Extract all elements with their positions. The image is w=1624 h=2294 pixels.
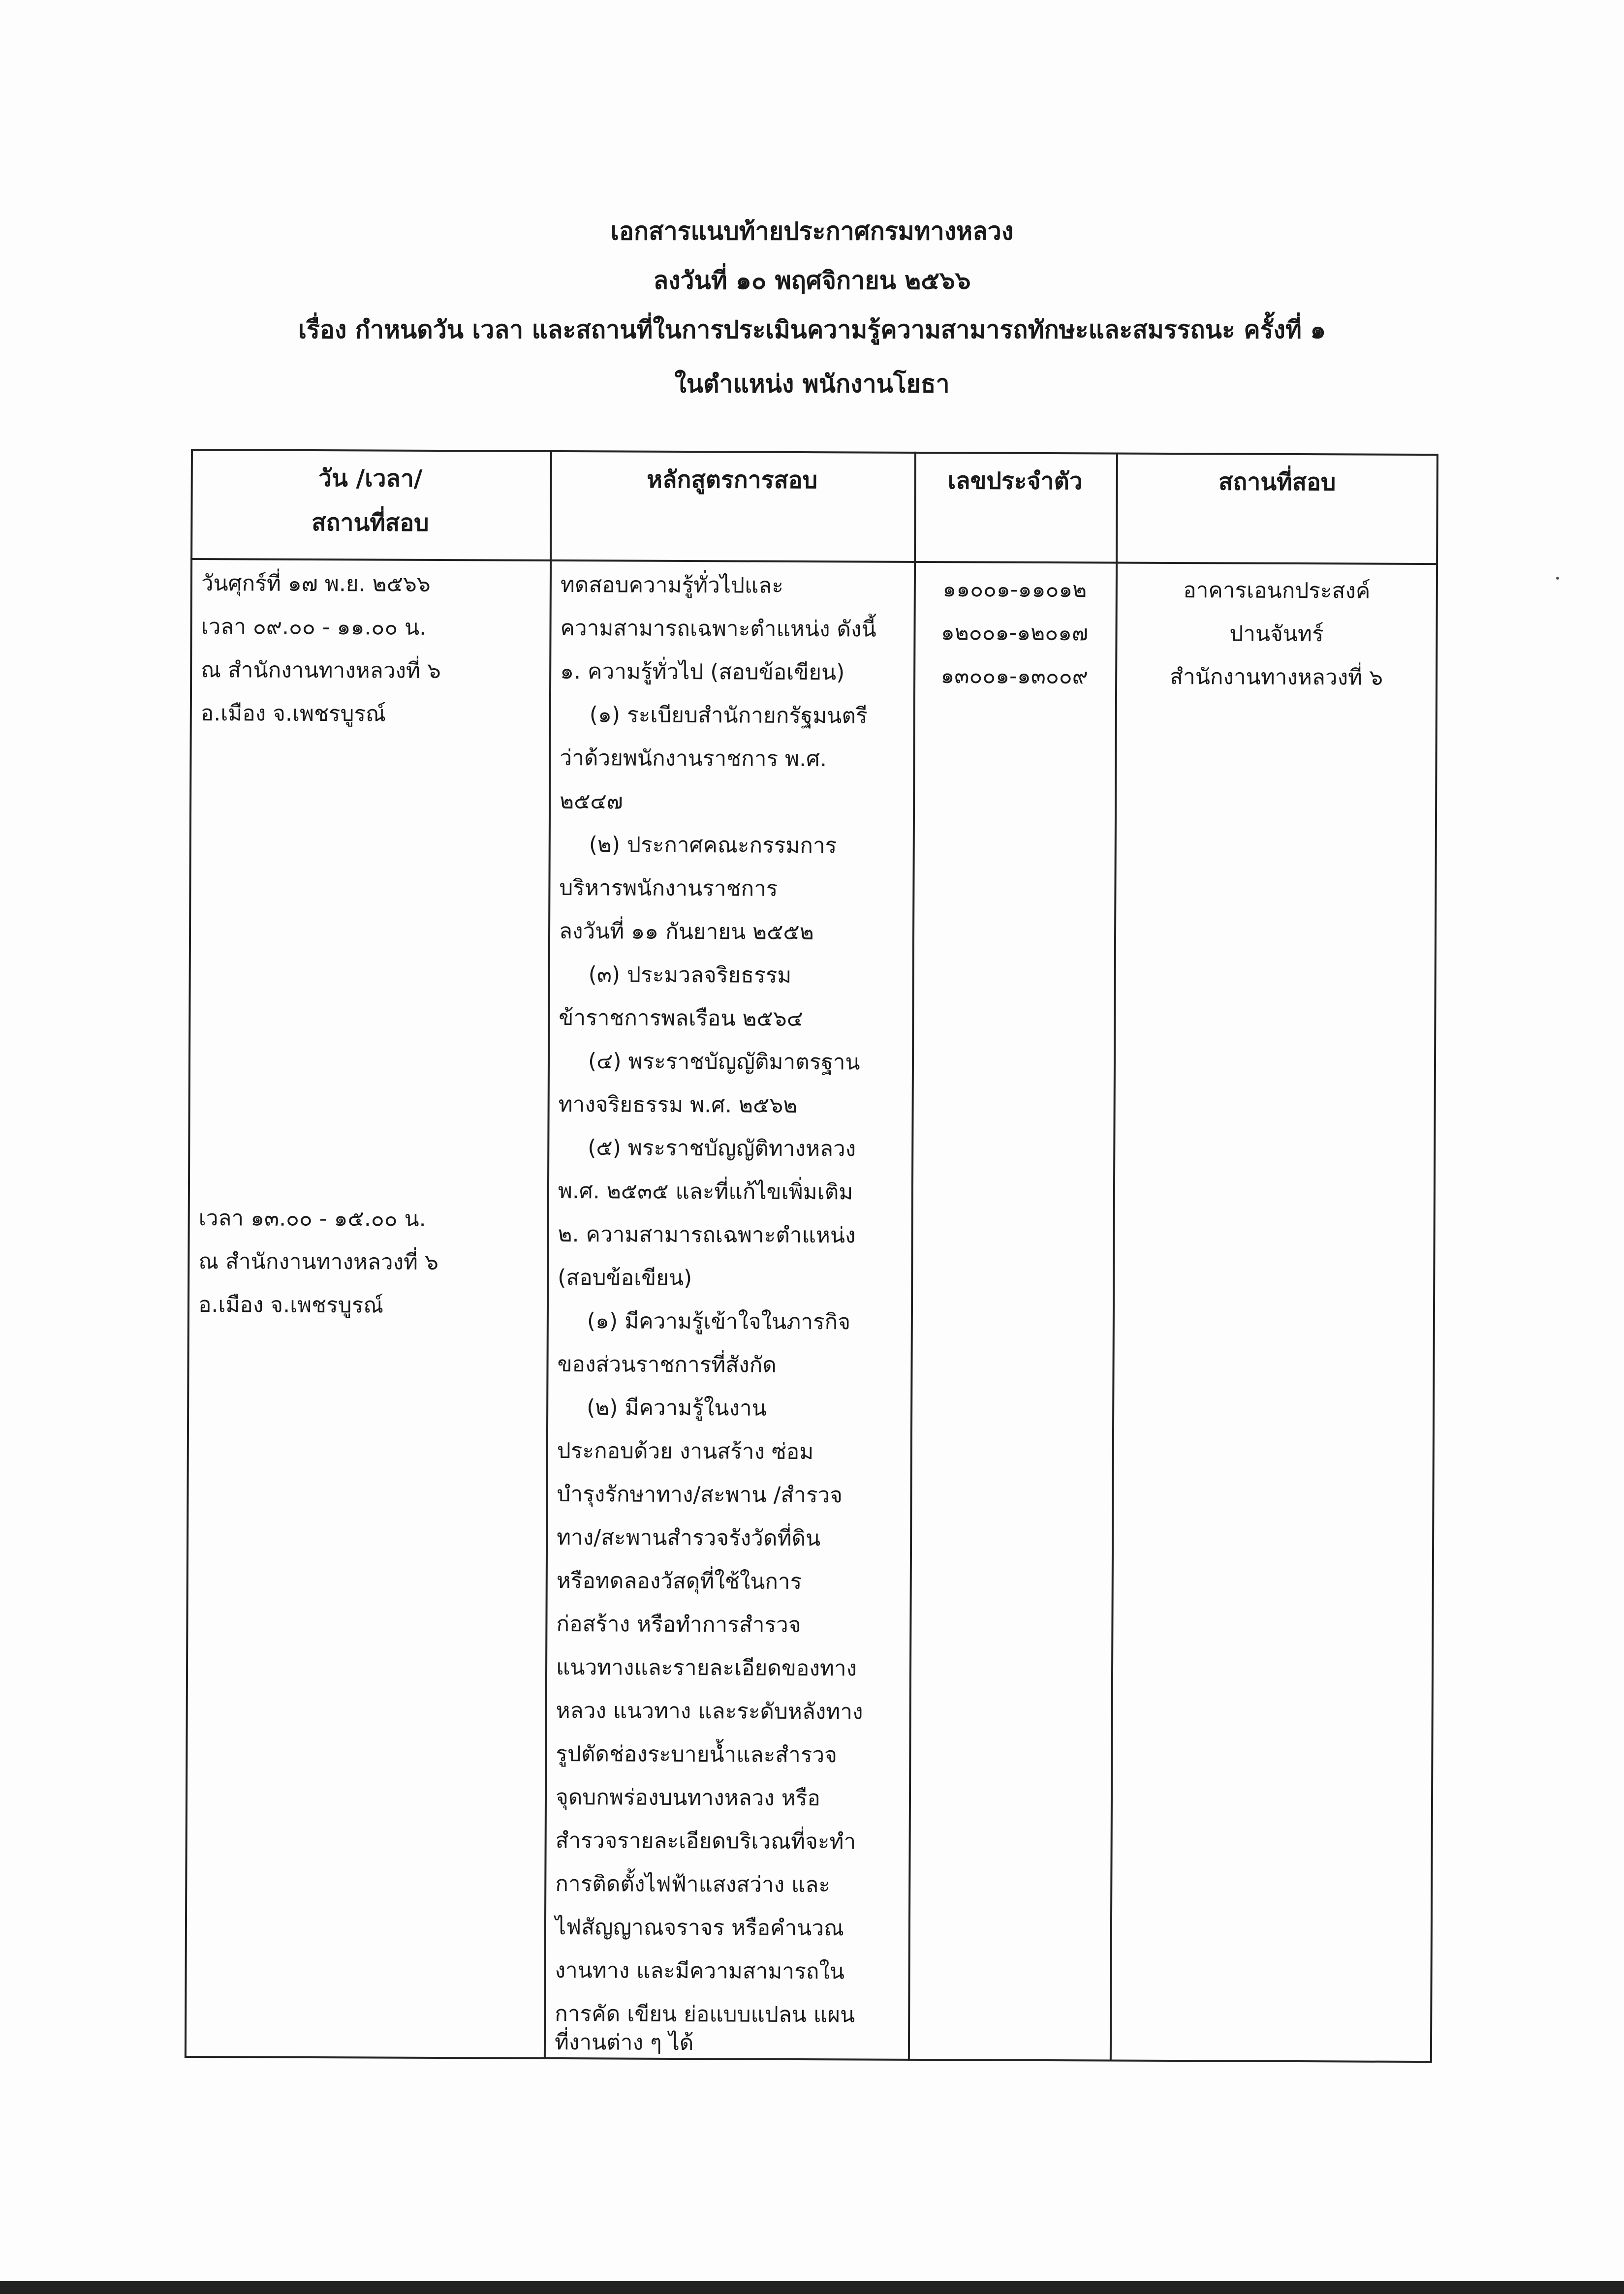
curriculum-line: (๒) ประกาศคณะกรรมการ bbox=[589, 832, 837, 859]
datetime-line: วันศุกร์ที่ ๑๗ พ.ย. ๒๕๖๖ bbox=[201, 571, 431, 597]
curriculum-line: ไฟสัญญาณจราจร หรือคำนวณ bbox=[555, 1914, 844, 1941]
datetime-afternoon-line: ณ สำนักงานทางหลวงที่ ๖ bbox=[198, 1249, 439, 1275]
curriculum-line: ว่าด้วยพนักงานราชการ พ.ศ. bbox=[560, 745, 827, 772]
scan-speck bbox=[1556, 577, 1559, 580]
venue-line: ปานจันทร์ bbox=[1229, 621, 1324, 647]
header-datetime-line1: วัน /เวลา/ bbox=[318, 465, 423, 493]
curriculum-line: หลวง แนวทาง และระดับหลังทาง bbox=[556, 1698, 863, 1725]
venue-line: สำนักงานทางหลวงที่ ๖ bbox=[1170, 664, 1383, 690]
exam-schedule-table bbox=[185, 449, 1438, 2063]
curriculum-line: ทางจริยธรรม พ.ศ. ๒๕๖๒ bbox=[558, 1092, 798, 1118]
curriculum-line: หรือทดลองวัสดุที่ใช้ในการ bbox=[556, 1568, 802, 1595]
curriculum-line: บำรุงรักษาทาง/สะพาน /สำรวจ bbox=[557, 1482, 843, 1508]
id-range: ๑๒๐๐๑-๑๒๐๑๗ bbox=[940, 620, 1089, 646]
curriculum-line: ลงวันที่ ๑๑ กันยายน ๒๕๕๒ bbox=[559, 919, 814, 945]
datetime-line: อ.เมือง จ.เพชรบูรณ์ bbox=[200, 701, 386, 727]
curriculum-line: การติดตั้งไฟฟ้าแสงสว่าง และ bbox=[555, 1871, 831, 1898]
curriculum-line: ข้าราชการพลเรือน ๒๕๖๔ bbox=[559, 1005, 804, 1032]
datetime-afternoon-line: เวลา ๑๓.๐๐ - ๑๕.๐๐ น. bbox=[198, 1206, 426, 1232]
header-id-number: เลขประจำตัว bbox=[947, 467, 1083, 496]
document-date: ลงวันที่ ๑๐ พฤศจิกายน ๒๕๖๖ bbox=[653, 266, 971, 295]
document-subject: เรื่อง กำหนดวัน เวลา และสถานที่ในการประเมินความรู้ความสามารถทักษะและสมรรถนะ ครั้งที่ ๑ bbox=[298, 315, 1326, 344]
curriculum-line: (สอบข้อเขียน) bbox=[558, 1265, 692, 1291]
venue-line: อาคารเอนกประสงค์ bbox=[1183, 578, 1371, 604]
header-curriculum: หลักสูตรการสอบ bbox=[647, 465, 818, 495]
curriculum-line: การคัด เขียน ย่อแบบแปลน แผน bbox=[555, 2001, 855, 2028]
curriculum-line: ทดสอบความรู้ทั่วไปและ bbox=[560, 572, 783, 598]
id-range: ๑๓๐๐๑-๑๓๐๐๙ bbox=[940, 663, 1088, 689]
datetime-line: เวลา ๐๙.๐๐ - ๑๑.๐๐ น. bbox=[201, 614, 427, 640]
curriculum-line: (๓) ประมวลจริยธรรม bbox=[588, 962, 792, 988]
curriculum-line: (๔) พระราชบัญญัติมาตรฐาน bbox=[588, 1049, 860, 1075]
curriculum-line: ทาง/สะพานสำรวจรังวัดที่ดิน bbox=[557, 1525, 821, 1551]
curriculum-line: ประกอบด้วย งานสร้าง ซ่อม bbox=[557, 1438, 814, 1465]
header-datetime-line2: สถานที่สอบ bbox=[312, 508, 429, 537]
document-position: ในตำแหน่ง พนักงานโยธา bbox=[674, 370, 950, 398]
curriculum-line: ๒๕๔๗ bbox=[560, 789, 623, 814]
scan-bottom-edge bbox=[0, 2281, 1624, 2294]
curriculum-line: (๕) พระราชบัญญัติทางหลวง bbox=[588, 1135, 856, 1162]
curriculum-line: ก่อสร้าง หรือทำการสำรวจ bbox=[556, 1611, 801, 1638]
curriculum-line: (๒) มีความรู้ในงาน bbox=[587, 1395, 767, 1421]
id-range: ๑๑๐๐๑-๑๑๐๑๒ bbox=[942, 577, 1087, 603]
curriculum-line: จุดบกพร่องบนทางหลวง หรือ bbox=[555, 1784, 820, 1811]
header-venue: สถานที่สอบ bbox=[1218, 468, 1336, 496]
curriculum-line: สำรวจรายละเอียดบริเวณที่จะทำ bbox=[555, 1828, 856, 1855]
curriculum-line: ของส่วนราชการที่สังกัด bbox=[557, 1352, 777, 1378]
curriculum-line: (๑) มีความรู้เข้าใจในภารกิจ bbox=[587, 1308, 851, 1335]
curriculum-line: (๑) ระเบียบสำนักายกรัฐมนตรี bbox=[589, 702, 868, 729]
curriculum-line: ที่งานต่าง ๆ ได้ bbox=[554, 2029, 694, 2056]
curriculum-line: พ.ศ. ๒๕๓๕ และที่แก้ไขเพิ่มเติม bbox=[558, 1178, 853, 1205]
curriculum-line: บริหารพนักงานราชการ bbox=[559, 875, 778, 901]
curriculum-line: รูปตัดช่องระบายน้ำและสำรวจ bbox=[556, 1741, 838, 1768]
datetime-line: ณ สำนักงานทางหลวงที่ ๖ bbox=[201, 657, 441, 684]
document-title: เอกสารแนบท้ายประกาศกรมทางหลวง bbox=[610, 217, 1014, 246]
datetime-afternoon-line: อ.เมือง จ.เพชรบูรณ์ bbox=[198, 1292, 384, 1318]
curriculum-line: ๒. ความสามารถเฉพาะตำแหน่ง bbox=[558, 1222, 856, 1248]
curriculum-line: แนวทางและรายละเอียดของทาง bbox=[556, 1654, 857, 1681]
curriculum-line: ๑. ความรู้ทั่วไป (สอบข้อเขียน) bbox=[560, 659, 845, 685]
curriculum-line: งานทาง และมีความสามารถใน bbox=[555, 1957, 845, 1984]
curriculum-line: ความสามารถเฉพาะตำแหน่ง ดังนี้ bbox=[560, 616, 876, 642]
